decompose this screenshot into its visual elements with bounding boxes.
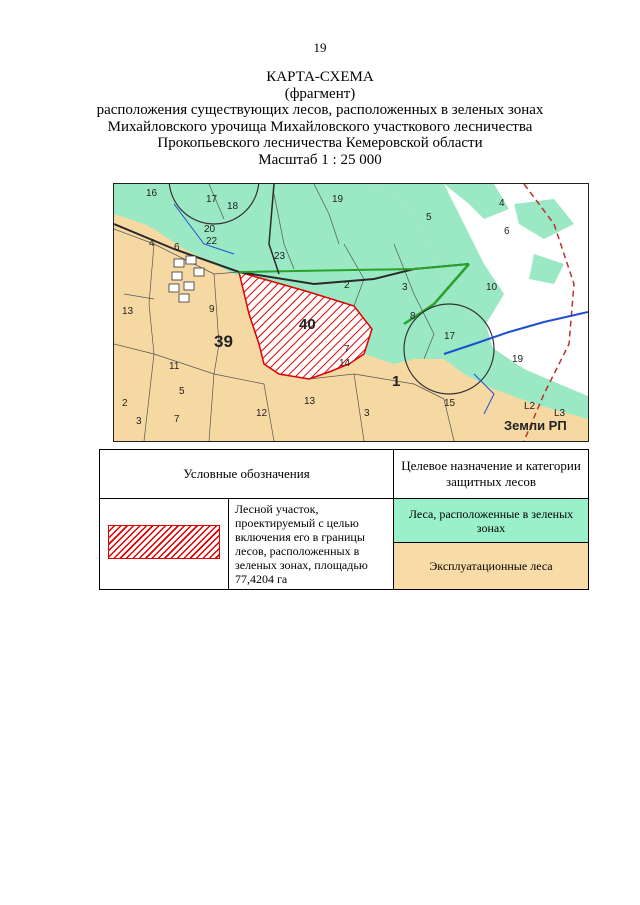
svg-text:L3: L3 <box>554 408 566 419</box>
hatch-swatch <box>108 525 220 559</box>
svg-text:13: 13 <box>122 306 134 317</box>
legend-item-description: Лесной участок, проектируемый с целью включения его в границы лесов, расположенных в зеленых зонах, площадью 77,4204 га <box>229 499 394 590</box>
svg-text:2: 2 <box>122 398 128 409</box>
svg-text:17: 17 <box>444 331 456 342</box>
legend-green-zone: Леса, расположенные в зеленых зонах <box>394 499 589 543</box>
svg-text:3: 3 <box>364 408 370 419</box>
svg-text:5: 5 <box>426 212 432 223</box>
svg-text:L2: L2 <box>524 401 536 412</box>
page-number: 19 <box>313 40 327 55</box>
quarter-40-label: 40 <box>299 316 316 333</box>
svg-text:2: 2 <box>344 280 350 291</box>
svg-text:15: 15 <box>444 398 456 409</box>
svg-text:4: 4 <box>499 198 505 209</box>
title-line-4: Михайловского урочища Михайловского участкового лесничества <box>107 118 533 135</box>
svg-text:18: 18 <box>227 201 239 212</box>
svg-text:20: 20 <box>204 224 216 235</box>
title-line-1: КАРТА-СХЕМА <box>266 69 374 85</box>
svg-text:23: 23 <box>274 251 286 262</box>
svg-text:14: 14 <box>339 358 351 369</box>
svg-text:16: 16 <box>146 188 158 199</box>
title-line-5: Прокопьевского лесничества Кемеровской области <box>157 135 483 151</box>
forest-map <box>113 183 589 442</box>
svg-text:19: 19 <box>332 194 344 205</box>
svg-text:5: 5 <box>179 386 185 397</box>
svg-text:3: 3 <box>402 282 408 293</box>
legend-swatch-cell <box>100 499 229 590</box>
quarter-1-label: 1 <box>392 373 401 390</box>
svg-text:19: 19 <box>512 354 524 365</box>
svg-text:6: 6 <box>504 226 510 237</box>
svg-text:7: 7 <box>344 344 350 355</box>
svg-text:9: 9 <box>209 304 215 315</box>
svg-text:8: 8 <box>410 311 416 322</box>
title-line-3: расположения существующих лесов, расположенных в зеленых зонах <box>96 102 544 118</box>
svg-text:7: 7 <box>174 414 180 425</box>
svg-text:17: 17 <box>206 194 218 205</box>
map-svg <box>114 184 588 441</box>
svg-text:13: 13 <box>304 396 316 407</box>
lands-label: Земли РП <box>504 418 567 433</box>
legend-exploitation: Эксплуатационные леса <box>394 543 589 590</box>
svg-text:6: 6 <box>174 242 180 253</box>
title-line-6-scale: Масштаб 1 : 25 000 <box>258 151 382 168</box>
svg-text:12: 12 <box>256 408 268 419</box>
legend-header-left: Условные обозначения <box>100 450 394 499</box>
legend-header-right: Целевое назначение и категории защитных лесов <box>394 450 589 499</box>
svg-text:22: 22 <box>206 236 218 247</box>
quarter-39-label: 39 <box>214 332 233 351</box>
svg-text:4: 4 <box>149 238 155 249</box>
svg-text:10: 10 <box>486 282 498 293</box>
title-line-2: (фрагмент) <box>284 85 356 102</box>
svg-text:11: 11 <box>169 361 180 372</box>
document-title <box>80 69 560 168</box>
legend-table <box>99 449 589 590</box>
svg-text:3: 3 <box>136 416 142 427</box>
